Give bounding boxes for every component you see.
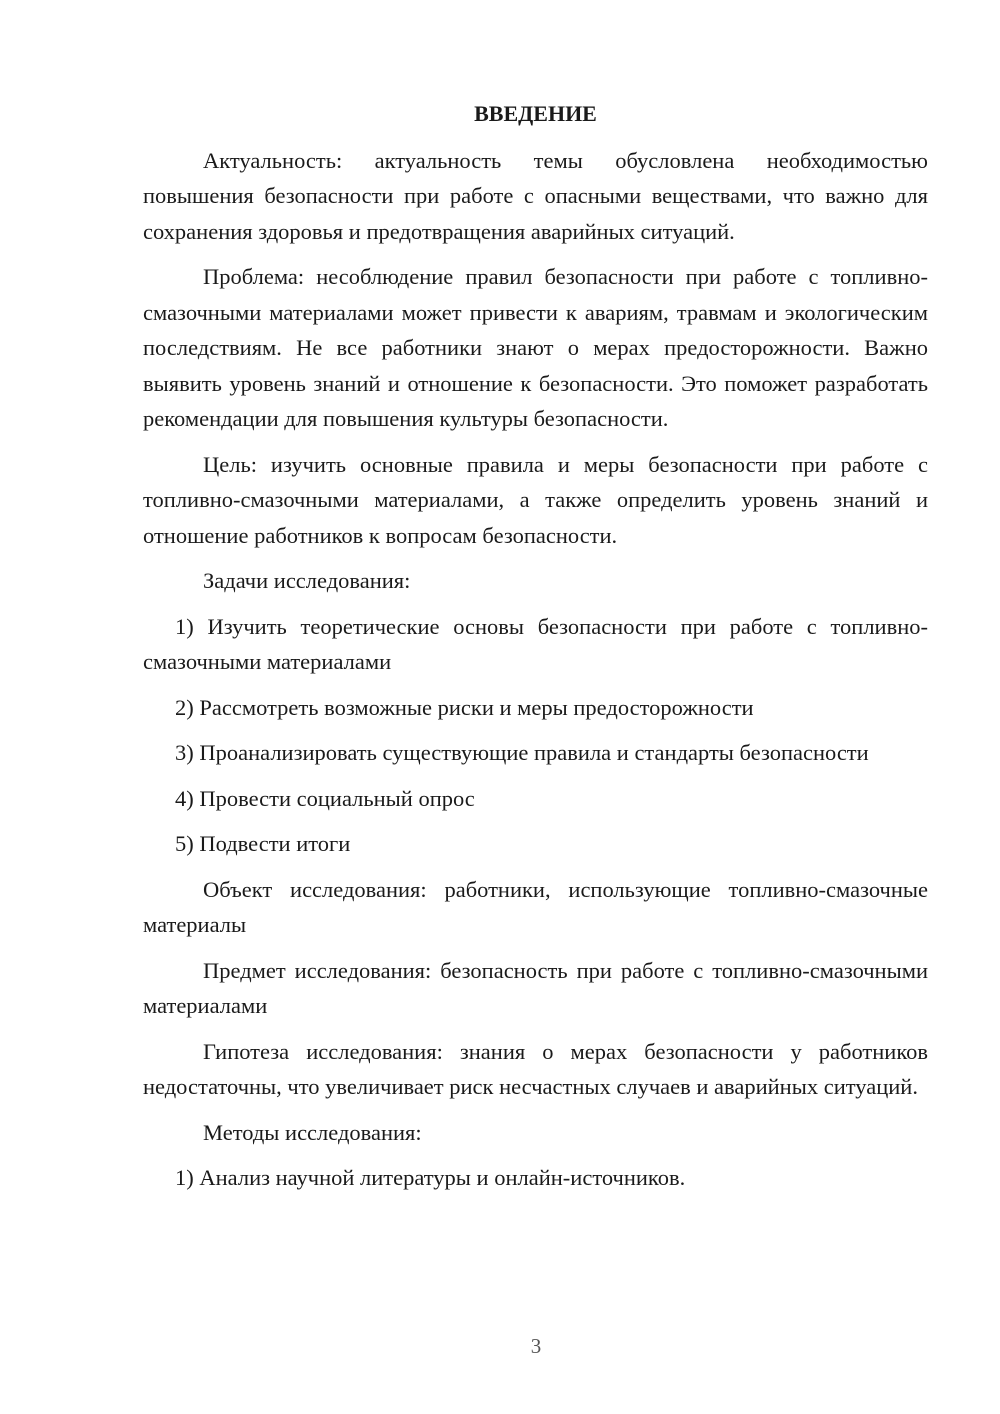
paragraph-relevance: Актуальность: актуальность темы обусловлена необходимостью повышения безопасности при работе с опасными веществами, что важно для сохранения здоровья и предотвращения аварийных ситуаций.: [143, 147, 928, 244]
section-heading: ВВЕДЕНИЕ: [474, 101, 597, 126]
list-item-task-4: 4) Провести социальный опрос: [175, 785, 475, 811]
methods-title: Методы исследования:: [203, 1119, 422, 1145]
paragraph-problem: Проблема: несоблюдение правил безопасности при работе с топливно-смазочными материалами может привести к авариям, травмам и экологическим последствиям. Не все работники знают о мерах предосторожности. Важно выявить уровень знаний и отношение к безопасности. Это поможет разработать рекомендации для повышения культуры безопасности.: [143, 264, 928, 431]
list-item-task-1: 1) Изучить теоретические основы безопасности при работе с топливно-смазочными материалами: [143, 613, 928, 674]
tasks-title: Задачи исследования:: [203, 568, 411, 593]
document-body: [143, 96, 928, 1206]
list-item-task-3: 3) Проанализировать существующие правила и стандарты безопасности: [175, 740, 869, 765]
list-item-task-5: 5) Подвести итоги: [175, 831, 351, 856]
list-item-task-2: 2) Рассмотреть возможные риски и меры предосторожности: [175, 694, 754, 720]
list-item-method-1: 1) Анализ научной литературы и онлайн-источников.: [175, 1165, 686, 1190]
paragraph-hypothesis: Гипотеза исследования: знания о мерах безопасности у работников недостаточны, что увеличивает риск несчастных случаев и аварийных ситуаций.: [143, 1038, 928, 1099]
paragraph-goal: Цель: изучить основные правила и меры безопасности при работе с топливно-смазочными материалами, а также определить уровень знаний и отношение работников к вопросам безопасности.: [143, 451, 928, 548]
paragraph-object: Объект исследования: работники, использующие топливно-смазочные материалы: [143, 876, 928, 937]
page-number: 3: [530, 1334, 542, 1358]
paragraph-subject: Предмет исследования: безопасность при работе с топливно-смазочными материалами: [143, 957, 928, 1018]
